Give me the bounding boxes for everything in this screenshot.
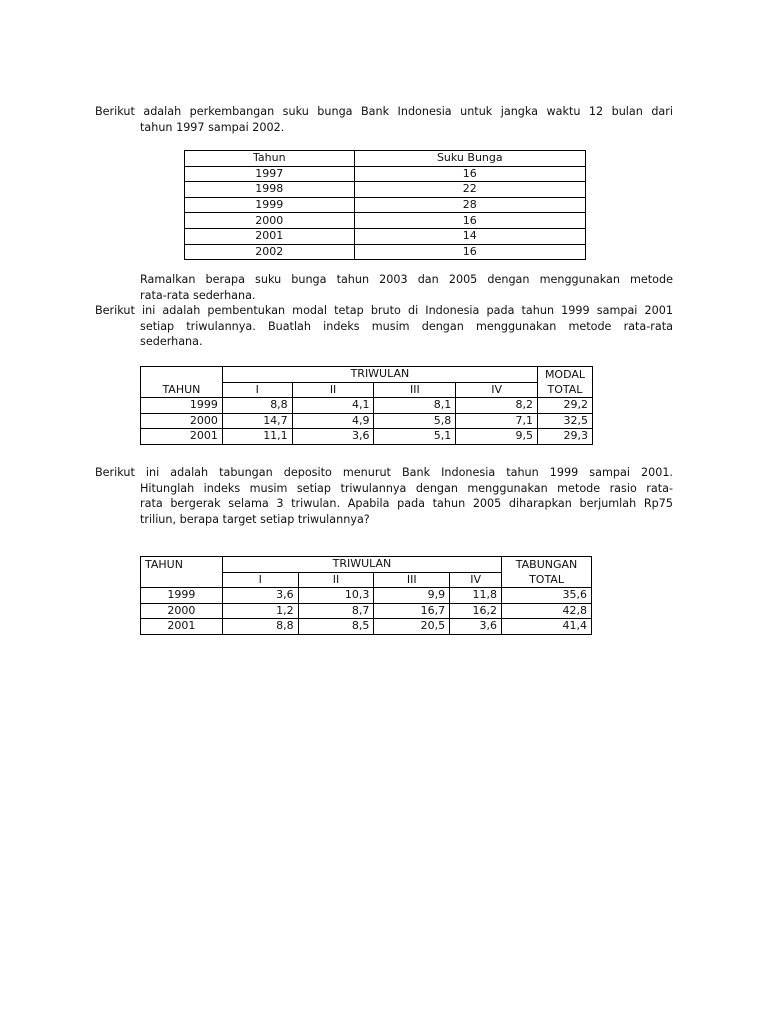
cell-q2: 10,3 xyxy=(298,588,374,604)
cell-total: 35,6 xyxy=(502,588,592,604)
cell-q4: 11,8 xyxy=(450,588,502,604)
cell-q4: 8,2 xyxy=(456,398,538,414)
table-row xyxy=(185,166,586,182)
header-quarter-3: III xyxy=(374,572,450,588)
table-row xyxy=(185,182,586,198)
interest-rate-table xyxy=(184,150,586,260)
cell-year: 2001 xyxy=(141,619,223,635)
cell-year: 1999 xyxy=(141,398,223,414)
header-blank xyxy=(141,572,223,588)
q1-line-2: tahun 1997 sampai 2002. xyxy=(140,120,285,134)
q3-line-1: Berikut ini adalah tabungan deposito menurut Bank Indonesia tahun 1999 sampai 2001. xyxy=(95,466,673,479)
q1-line-1: Berikut adalah perkembangan suku bunga Bank Indonesia untuk jangka waktu 12 bulan dari xyxy=(95,105,673,118)
header-tahun: Tahun xyxy=(185,151,355,167)
table-row xyxy=(141,619,592,635)
table-row xyxy=(141,588,592,604)
header-quarter-4: IV xyxy=(450,572,502,588)
table-row xyxy=(185,244,586,260)
header-total: TOTAL xyxy=(537,382,592,398)
table-row xyxy=(141,398,593,414)
cell-year: 1998 xyxy=(185,182,355,198)
q1-after-line-2: rata-rata sederhana. xyxy=(140,288,256,302)
header-total: TOTAL xyxy=(502,572,592,588)
cell-q2: 4,9 xyxy=(292,413,374,429)
q3-line-2: Hitunglah indeks musim setiap triwulannya dengan menggunakan metode rasio rata- xyxy=(140,481,673,495)
header-triwulan: TRIWULAN xyxy=(222,367,537,383)
cell-q1: 8,8 xyxy=(222,398,292,414)
table-row xyxy=(185,213,586,229)
table-header-row xyxy=(141,572,592,588)
cell-year: 1997 xyxy=(185,166,355,182)
cell-q3: 9,9 xyxy=(374,588,450,604)
question-1-intro xyxy=(95,104,673,135)
table-row xyxy=(185,197,586,213)
header-tahun: TAHUN xyxy=(141,557,223,573)
table-row xyxy=(185,228,586,244)
cell-q4: 9,5 xyxy=(456,429,538,445)
capital-formation-table xyxy=(140,366,593,445)
cell-year: 2001 xyxy=(185,228,355,244)
header-blank xyxy=(141,367,223,383)
cell-rate: 14 xyxy=(354,228,585,244)
header-modal: MODAL xyxy=(537,367,592,383)
cell-q3: 16,7 xyxy=(374,603,450,619)
cell-q1: 14,7 xyxy=(222,413,292,429)
q2-line-2: setiap triwulannya. Buatlah indeks musim dengan menggunakan metode rata-rata xyxy=(140,319,673,333)
table-row xyxy=(141,429,593,445)
table-header-row xyxy=(141,557,592,573)
header-quarter-2: II xyxy=(298,572,374,588)
q3-line-4: triliun, berapa target setiap triwulannya? xyxy=(140,512,370,526)
header-quarter-3: III xyxy=(374,382,456,398)
cell-q4: 7,1 xyxy=(456,413,538,429)
cell-year: 2002 xyxy=(185,244,355,260)
cell-q3: 5,8 xyxy=(374,413,456,429)
cell-q1: 11,1 xyxy=(222,429,292,445)
header-tahun: TAHUN xyxy=(141,382,223,398)
table-row xyxy=(141,603,592,619)
cell-q2: 8,7 xyxy=(298,603,374,619)
cell-q4: 16,2 xyxy=(450,603,502,619)
deposit-savings-table xyxy=(140,556,592,635)
cell-year: 1999 xyxy=(185,197,355,213)
cell-q2: 3,6 xyxy=(292,429,374,445)
cell-q3: 8,1 xyxy=(374,398,456,414)
question-3-intro xyxy=(95,465,673,527)
header-tabungan: TABUNGAN xyxy=(502,557,592,573)
cell-q2: 8,5 xyxy=(298,619,374,635)
cell-total: 29,2 xyxy=(537,398,592,414)
cell-rate: 16 xyxy=(354,213,585,229)
table-header-row xyxy=(141,367,593,383)
cell-q2: 4,1 xyxy=(292,398,374,414)
cell-q3: 20,5 xyxy=(374,619,450,635)
cell-rate: 22 xyxy=(354,182,585,198)
question-1-task xyxy=(95,272,673,303)
header-triwulan: TRIWULAN xyxy=(222,557,501,573)
table-header-row xyxy=(141,382,593,398)
header-quarter-2: II xyxy=(292,382,374,398)
cell-year: 2000 xyxy=(185,213,355,229)
header-quarter-1: I xyxy=(222,382,292,398)
q2-line-1: Berikut ini adalah pembentukan modal tetap bruto di Indonesia pada tahun 1999 sampai 2001 xyxy=(95,304,673,317)
cell-total: 41,4 xyxy=(502,619,592,635)
q2-line-3: sederhana. xyxy=(140,335,203,348)
cell-q4: 3,6 xyxy=(450,619,502,635)
cell-year: 2001 xyxy=(141,429,223,445)
q1-after-line-1: Ramalkan berapa suku bunga tahun 2003 dan 2005 dengan menggunakan metode xyxy=(140,273,673,286)
q3-line-3: rata bergerak selama 3 triwulan. Apabila pada tahun 2005 diharapkan berjumlah Rp75 xyxy=(140,497,673,510)
header-quarter-4: IV xyxy=(456,382,538,398)
cell-q3: 5,1 xyxy=(374,429,456,445)
cell-q1: 8,8 xyxy=(222,619,298,635)
cell-q1: 1,2 xyxy=(222,603,298,619)
cell-year: 2000 xyxy=(141,603,223,619)
cell-rate: 16 xyxy=(354,166,585,182)
table-row xyxy=(141,413,593,429)
question-2-intro xyxy=(95,303,673,350)
header-quarter-1: I xyxy=(222,572,298,588)
table-header-row xyxy=(185,151,586,167)
cell-total: 32,5 xyxy=(537,413,592,429)
cell-q1: 3,6 xyxy=(222,588,298,604)
cell-total: 42,8 xyxy=(502,603,592,619)
cell-total: 29,3 xyxy=(537,429,592,445)
cell-year: 2000 xyxy=(141,413,223,429)
cell-year: 1999 xyxy=(141,588,223,604)
header-suku-bunga: Suku Bunga xyxy=(354,151,585,167)
cell-rate: 16 xyxy=(354,244,585,260)
cell-rate: 28 xyxy=(354,197,585,213)
